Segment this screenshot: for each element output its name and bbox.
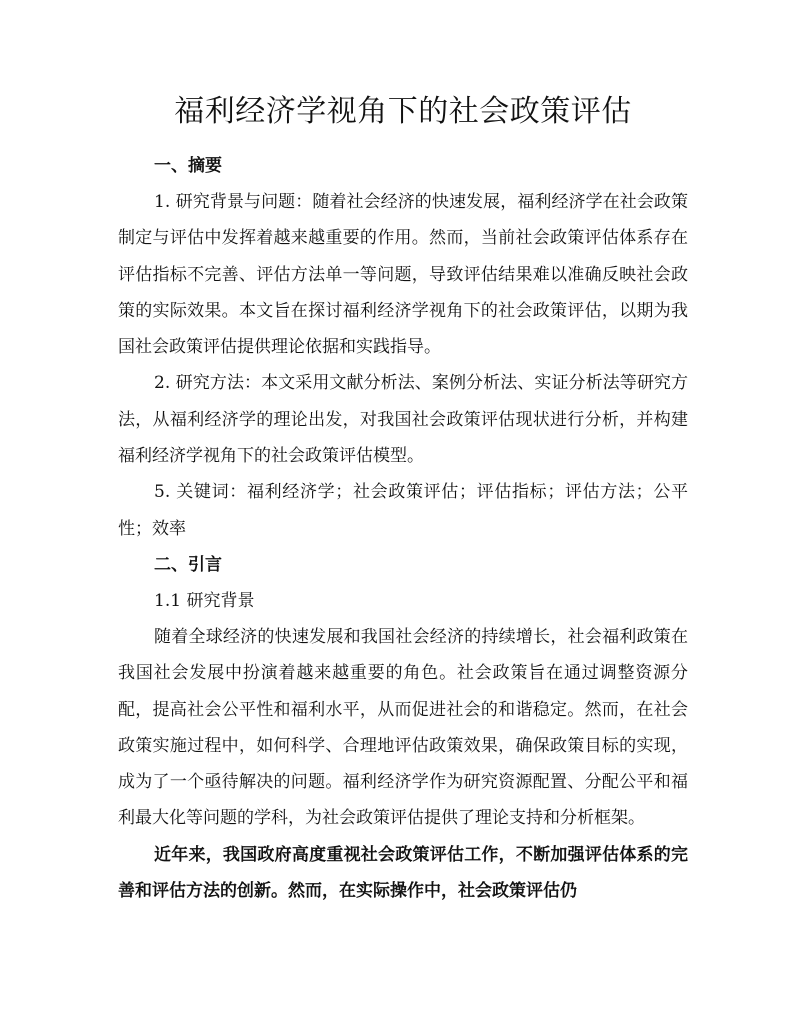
abstract-paragraph-methods: 2. 研究方法：本文采用文献分析法、案例分析法、实证分析法等研究方法，从福利经济学的理论出发，对我国社会政策评估现状进行分析，并构建福利经济学视角下的社会政策评估模型。	[118, 373, 688, 467]
document-title: 福利经济学视角下的社会政策评估	[174, 94, 632, 129]
document-page	[118, 84, 688, 909]
abstract-paragraph-background: 1. 研究背景与问题：随着社会经济的快速发展，福利经济学在社会政策制定与评估中发挥着越来越重要的作用。然而，当前社会政策评估体系存在评估指标不完善、评估方法单一等问题，导致评估结果难以准确反映社会政策的实际效果。本文旨在探讨福利经济学视角下的社会政策评估，以期为我国社会政策评估提供理论依据和实践指导。	[118, 192, 688, 358]
subsection-heading-background: 1.1 研究背景	[154, 590, 255, 611]
introduction-paragraph-1: 随着全球经济的快速发展和我国社会经济的持续增长，社会福利政策在我国社会发展中扮演着越来越重要的角色。社会政策旨在通过调整资源分配，提高社会公平性和福利水平，从而促进社会的和谐稳定。然而，在社会政策实施过程中，如何科学、合理地评估政策效果，确保政策目标的实现，成为了一个亟待解决的问题。福利经济学作为研究资源配置、分配公平和福利最大化等问题的学科，为社会政策评估提供了理论支持和分析框架。	[118, 626, 688, 829]
introduction-paragraph-2: 近年来，我国政府高度重视社会政策评估工作，不断加强评估体系的完善和评估方法的创新。然而，在实际操作中，社会政策评估仍	[118, 844, 688, 902]
section-heading-abstract: 一、摘要	[154, 156, 222, 176]
section-heading-introduction: 二、引言	[154, 554, 222, 575]
abstract-paragraph-keywords: 5. 关键词：福利经济学；社会政策评估；评估指标；评估方法；公平性；效率	[118, 482, 688, 539]
